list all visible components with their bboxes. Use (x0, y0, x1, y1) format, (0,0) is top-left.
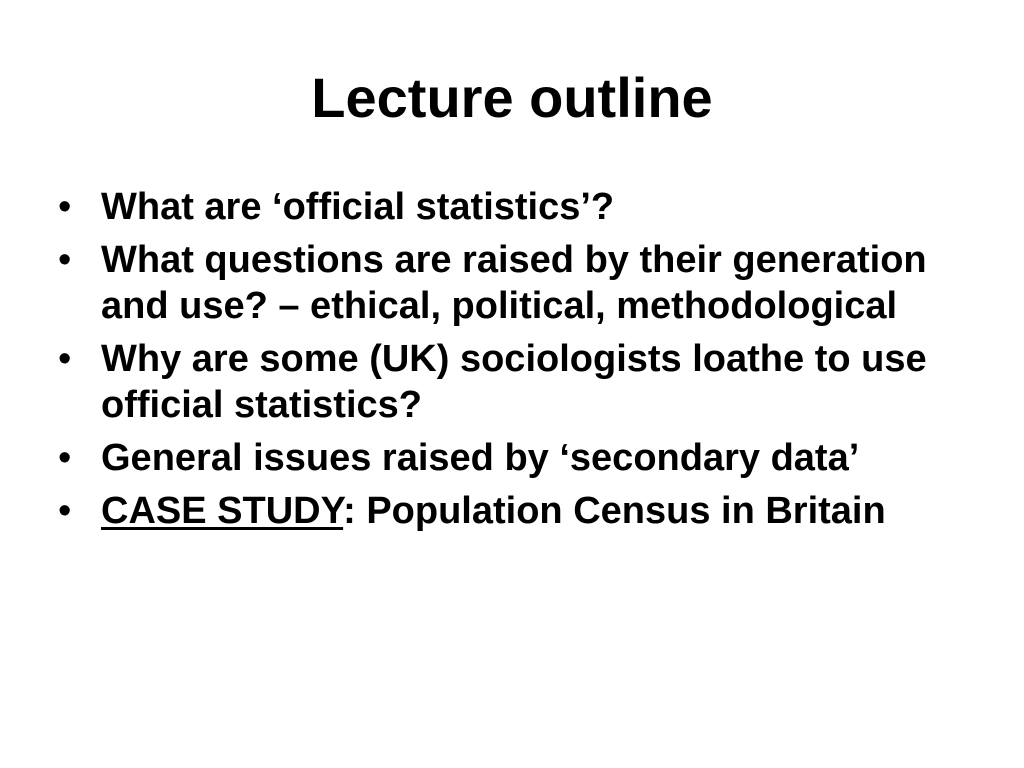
bullet-icon: • (58, 338, 72, 380)
bullet-icon: • (58, 239, 72, 281)
bullet-icon: • (58, 490, 72, 532)
bullet-text: Why are some (UK) sociologists loathe to use official statistics? (101, 338, 927, 426)
bullet-list (58, 184, 958, 541)
bullet-item-official-statistics (58, 184, 958, 230)
bullet-item-case-study (58, 488, 958, 534)
bullet-text: What questions are raised by their generation and use? – ethical, political, methodological (101, 239, 927, 327)
bullet-item-secondary-data (58, 435, 958, 481)
bullet-icon: • (58, 437, 72, 479)
bullet-icon: • (58, 186, 72, 228)
bullet-text: What are ‘official statistics’? (101, 186, 615, 228)
case-study-label: CASE STUDY (101, 490, 344, 532)
bullet-item-sociologists (58, 336, 958, 428)
bullet-text: : Population Census in Britain (343, 490, 886, 532)
bullet-text: General issues raised by ‘secondary data’ (101, 437, 860, 479)
bullet-item-questions-raised (58, 237, 958, 329)
slide-title: Lecture outline (311, 66, 713, 129)
